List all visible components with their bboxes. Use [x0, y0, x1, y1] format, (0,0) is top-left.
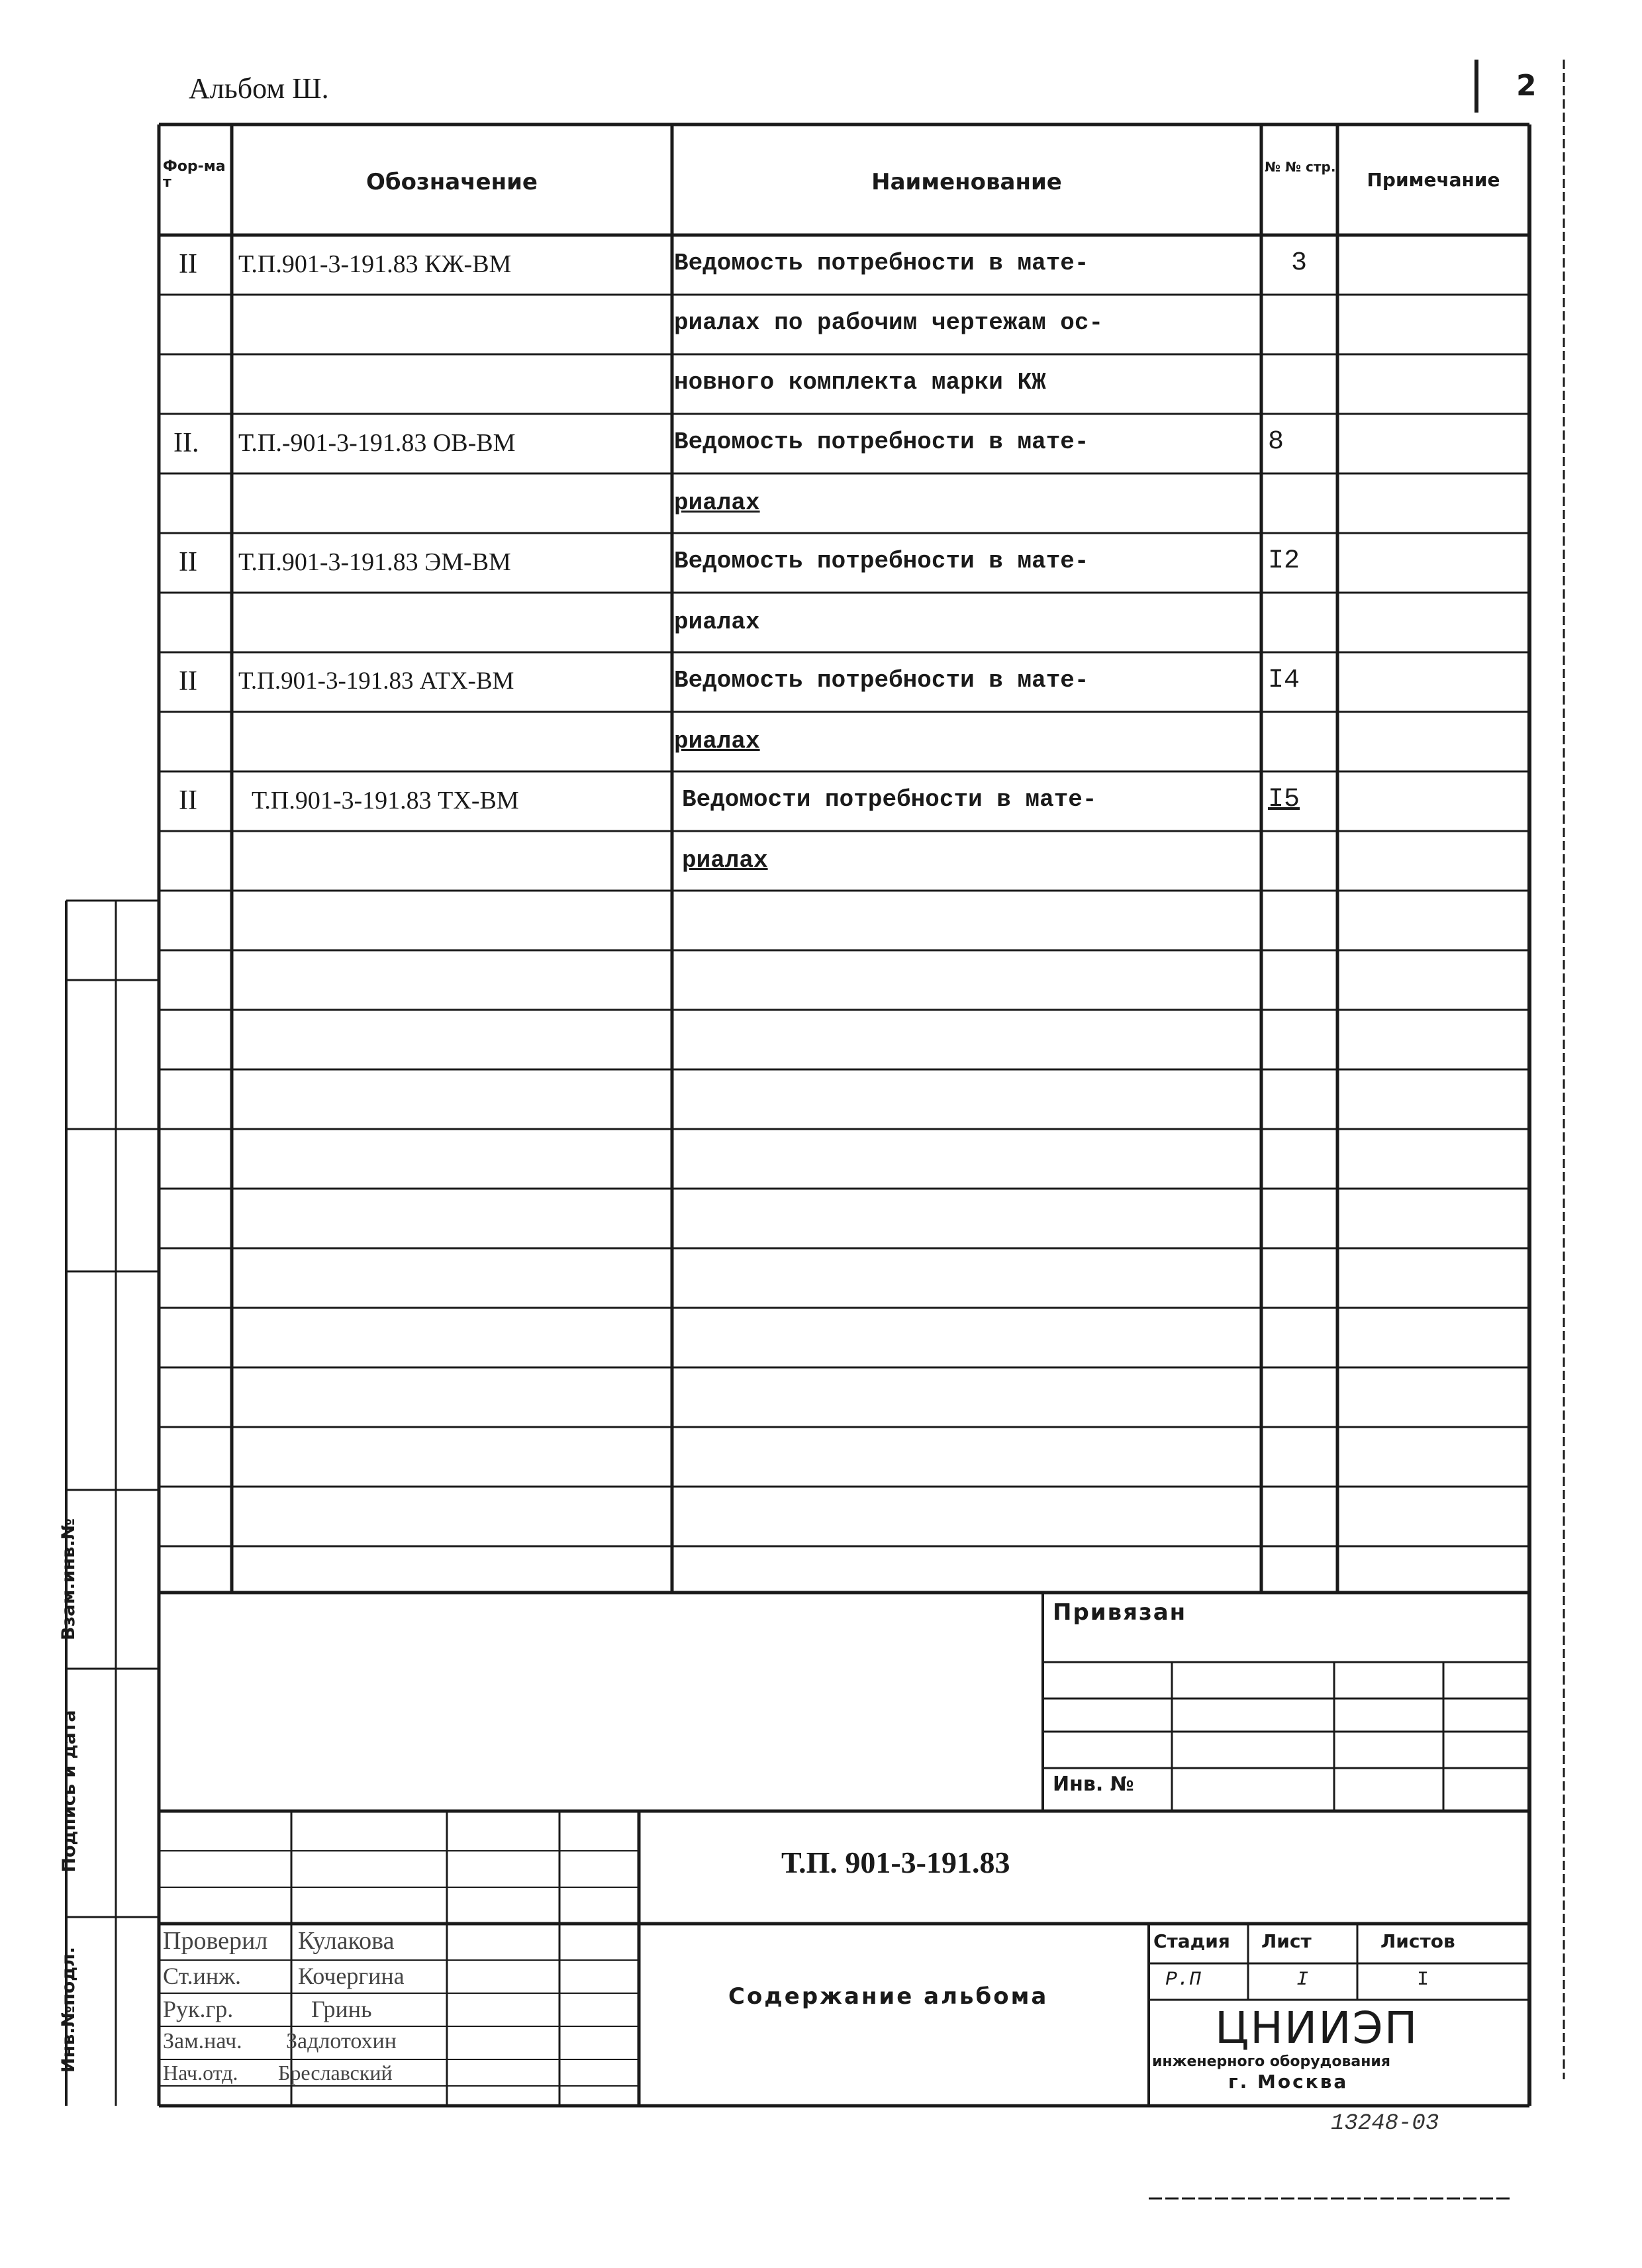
- row-designation: Т.П.-901-3-191.83 ОВ-ВМ: [238, 429, 516, 457]
- album-title: Альбом Ш.: [189, 72, 329, 105]
- row-format: II: [179, 249, 197, 279]
- stage-label: Стадия: [1153, 1930, 1230, 1952]
- row-designation: Т.П.901-3-191.83 ТХ-ВМ: [252, 787, 519, 814]
- sheet-label: Лист: [1261, 1930, 1312, 1952]
- signature-role: Проверил: [163, 1927, 268, 1955]
- row-name: Ведомости потребности в мате-: [682, 786, 1097, 813]
- organization-line2: инженерного оборудования: [1152, 2053, 1390, 2070]
- archive-number: 13248-03: [1331, 2111, 1439, 2136]
- signature-role: Зам.нач.: [163, 2029, 242, 2053]
- signature-name: Кочергина: [298, 1963, 405, 1989]
- row-name: Ведомость потребности в мате-: [674, 548, 1089, 575]
- binding-title: Привязан: [1053, 1599, 1187, 1626]
- organization-city: г. Москва: [1228, 2071, 1349, 2093]
- side-label-inv-orig: Инв.№подл.: [58, 1946, 79, 2073]
- row-format: II: [179, 785, 197, 816]
- sheets-value: I: [1417, 1969, 1429, 1991]
- row-name: Ведомость потребности в мате-: [674, 667, 1089, 694]
- row-page: I2: [1268, 546, 1300, 576]
- organization: ЦНИИЭП: [1215, 2002, 1419, 2053]
- row-name: Ведомость потребности в мате-: [674, 250, 1089, 277]
- signature-name: Задлотохин: [286, 2029, 397, 2053]
- header-note: Примечание: [1367, 169, 1500, 191]
- row-page: 3: [1291, 248, 1308, 278]
- row-page: I4: [1268, 666, 1300, 695]
- header-format: Фор-мат: [163, 158, 226, 191]
- row-designation: Т.П.901-3-191.83 КЖ-ВМ: [238, 250, 512, 278]
- side-label-replace-inv: Взам.инв.№: [58, 1518, 79, 1641]
- row-format: II: [179, 547, 197, 577]
- header-designation: Обозначение: [366, 169, 538, 195]
- row-name: риалах по рабочим чертежам ос-: [674, 309, 1104, 336]
- row-name: риалах: [682, 847, 768, 874]
- sheets-label: Листов: [1380, 1930, 1455, 1952]
- row-name: риалах: [674, 489, 760, 517]
- row-page: 8: [1268, 427, 1284, 457]
- signature-role: Рук.гр.: [163, 1996, 234, 2022]
- sheet-title: Содержание альбома: [728, 1983, 1049, 2010]
- side-label-sign-date: Подпись и дата: [59, 1710, 79, 1873]
- row-page: I5: [1268, 785, 1300, 814]
- row-format: II: [179, 666, 197, 697]
- signature-role: Нач.отд.: [163, 2061, 238, 2085]
- header-page: № № стр.: [1265, 159, 1336, 175]
- signature-name: Гринь: [311, 1996, 372, 2022]
- row-name: риалах: [674, 609, 760, 636]
- row-designation: Т.П.901-3-191.83 ЭМ-ВМ: [238, 548, 511, 576]
- sheet-value: I: [1296, 1969, 1309, 1991]
- signature-name: Бреславский: [278, 2061, 393, 2085]
- stage-value: Р.П: [1165, 1969, 1202, 1991]
- signature-role: Ст.инж.: [163, 1963, 241, 1989]
- signature-name: Кулакова: [298, 1927, 395, 1955]
- page-number: 2: [1516, 69, 1537, 103]
- row-name: риалах: [674, 728, 760, 755]
- row-designation: Т.П.901-3-191.83 АТХ-ВМ: [238, 667, 514, 695]
- row-format: II.: [173, 428, 199, 458]
- document-code: Т.П. 901-3-191.83: [781, 1846, 1010, 1879]
- header-name: Наименование: [871, 169, 1062, 195]
- row-name: новного комплекта марки КЖ: [674, 369, 1046, 396]
- row-name: Ведомость потребности в мате-: [674, 428, 1089, 456]
- binding-inv-label: Инв. №: [1053, 1773, 1134, 1796]
